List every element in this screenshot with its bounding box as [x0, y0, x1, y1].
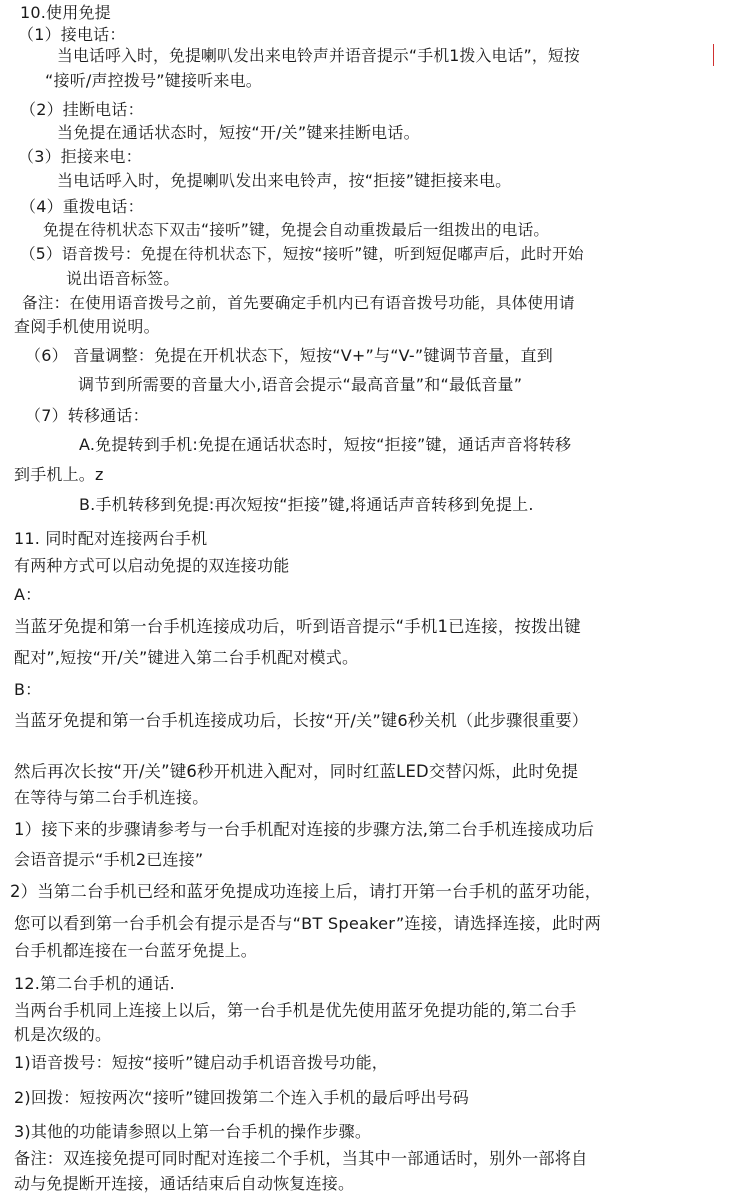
- section-12-intro: 当两台手机同上连接上以后，第一台手机是优先使用蓝牙免提功能的,第二台手: [14, 1001, 577, 1020]
- method-b-text-3: 在等待与第二台手机连接。: [14, 788, 209, 807]
- step-2-text-cont-2: 台手机都连接在一台蓝牙免提上。: [14, 941, 258, 960]
- item-6-text-cont: 调节到所需要的音量大小,语音会提示“最高音量”和“最低音量”: [78, 375, 523, 394]
- text-cursor: [713, 44, 714, 66]
- section-12-intro-cont: 机是次级的。: [14, 1025, 112, 1044]
- item-3-heading: （3）拒接来电：: [18, 147, 142, 166]
- item-1-text: 当电话呼入时，免提喇叭发出来电铃声并语音提示“手机1拨入电话”，短按: [57, 46, 580, 65]
- item-7-b-text: B.手机转移到免提:再次短按“拒接”键,将通话声音转移到免提上.: [79, 495, 534, 514]
- item-5-text-cont: 说出语音标签。: [66, 269, 180, 288]
- section-11-heading: 11. 同时配对连接两台手机: [14, 529, 208, 548]
- item-7-heading: （7）转移通话：: [25, 406, 149, 425]
- method-a-text-cont: 配对”,短按“开/关”键进入第二台手机配对模式。: [14, 648, 359, 667]
- item-2-heading: （2）挂断电话：: [20, 100, 144, 119]
- voice-dial-note-cont: 查阅手机使用说明。: [14, 317, 160, 336]
- method-b-label: B：: [14, 680, 42, 699]
- voice-dial-note: 备注：在使用语音拨号之前，首先要确定手机内已有语音拨号功能，具体使用请: [22, 294, 575, 312]
- item-4-heading: （4）重拨电话：: [20, 197, 144, 216]
- dual-connect-note: 备注：双连接免提可同时配对连接二个手机，当其中一部通话时，别外一部将自: [14, 1149, 588, 1168]
- item-2-text: 当免提在通话状态时，短按“开/关”键来挂断电话。: [57, 123, 420, 142]
- step-1-text-cont: 会语音提示“手机2已连接”: [14, 850, 204, 869]
- item-7-a-text: A.免提转到手机:免提在通话状态时，短按“拒接”键，通话声音将转移: [79, 435, 572, 454]
- step-1-text: 1）接下来的步骤请参考与一台手机配对连接的步骤方法,第二台手机连接成功后: [14, 820, 595, 839]
- item-3-text: 当电话呼入时，免提喇叭发出来电铃声，按“拒接”键拒接来电。: [57, 171, 512, 190]
- method-b-text-2: 然后再次长按“开/关”键6秒开机进入配对，同时红蓝LED交替闪烁，此时免提: [14, 762, 579, 781]
- section-11-intro: 有两种方式可以启动免提的双连接功能: [14, 556, 290, 575]
- section-10-heading: 10.使用免提: [20, 3, 111, 22]
- method-a-text: 当蓝牙免提和第一台手机连接成功后，听到语音提示“手机1已连接，按拨出键: [14, 617, 581, 636]
- step-2-text-cont: 您可以看到第一台手机会有提示是否与“BT Speaker”连接，请选择连接，此时两: [14, 914, 602, 933]
- item-5-text: （5）语音拨号：免提在待机状态下，短按“接听”键，听到短促嘟声后，此时开始: [20, 245, 584, 263]
- item-6-text: （6） 音量调整：免提在开机状态下，短按“V+”与“V-”键调节音量，直到: [25, 346, 553, 365]
- item-4-text: 免提在待机状态下双击“接听”键，免提会自动重拨最后一组拨出的电话。: [43, 221, 550, 239]
- section-12-item-2: 2)回拨：短按两次“接听”键回拨第二个连入手机的最后呼出号码: [14, 1088, 470, 1107]
- section-12-heading: 12.第二台手机的通话.: [14, 974, 175, 993]
- item-1-text-cont: “接听/声控拨号”键接听来电。: [45, 71, 262, 90]
- section-12-item-3: 3)其他的功能请参照以上第一台手机的操作步骤。: [14, 1122, 372, 1141]
- section-12-item-1: 1)语音拨号：短按“接听”键启动手机语音拨号功能，: [14, 1053, 389, 1072]
- dual-connect-note-cont: 动与免提断开连接，通话结束后自动恢复连接。: [14, 1174, 355, 1193]
- method-b-text: 当蓝牙免提和第一台手机连接成功后，长按“开/关”键6秒关机（此步骤很重要）: [14, 711, 589, 730]
- step-2-text: 2）当第二台手机已经和蓝牙免提成功连接上后，请打开第一台手机的蓝牙功能，: [10, 882, 602, 901]
- item-7-a-text-cont: 到手机上。z: [14, 465, 104, 484]
- method-a-label: A：: [14, 585, 42, 604]
- item-1-heading: （1）接电话：: [18, 25, 126, 44]
